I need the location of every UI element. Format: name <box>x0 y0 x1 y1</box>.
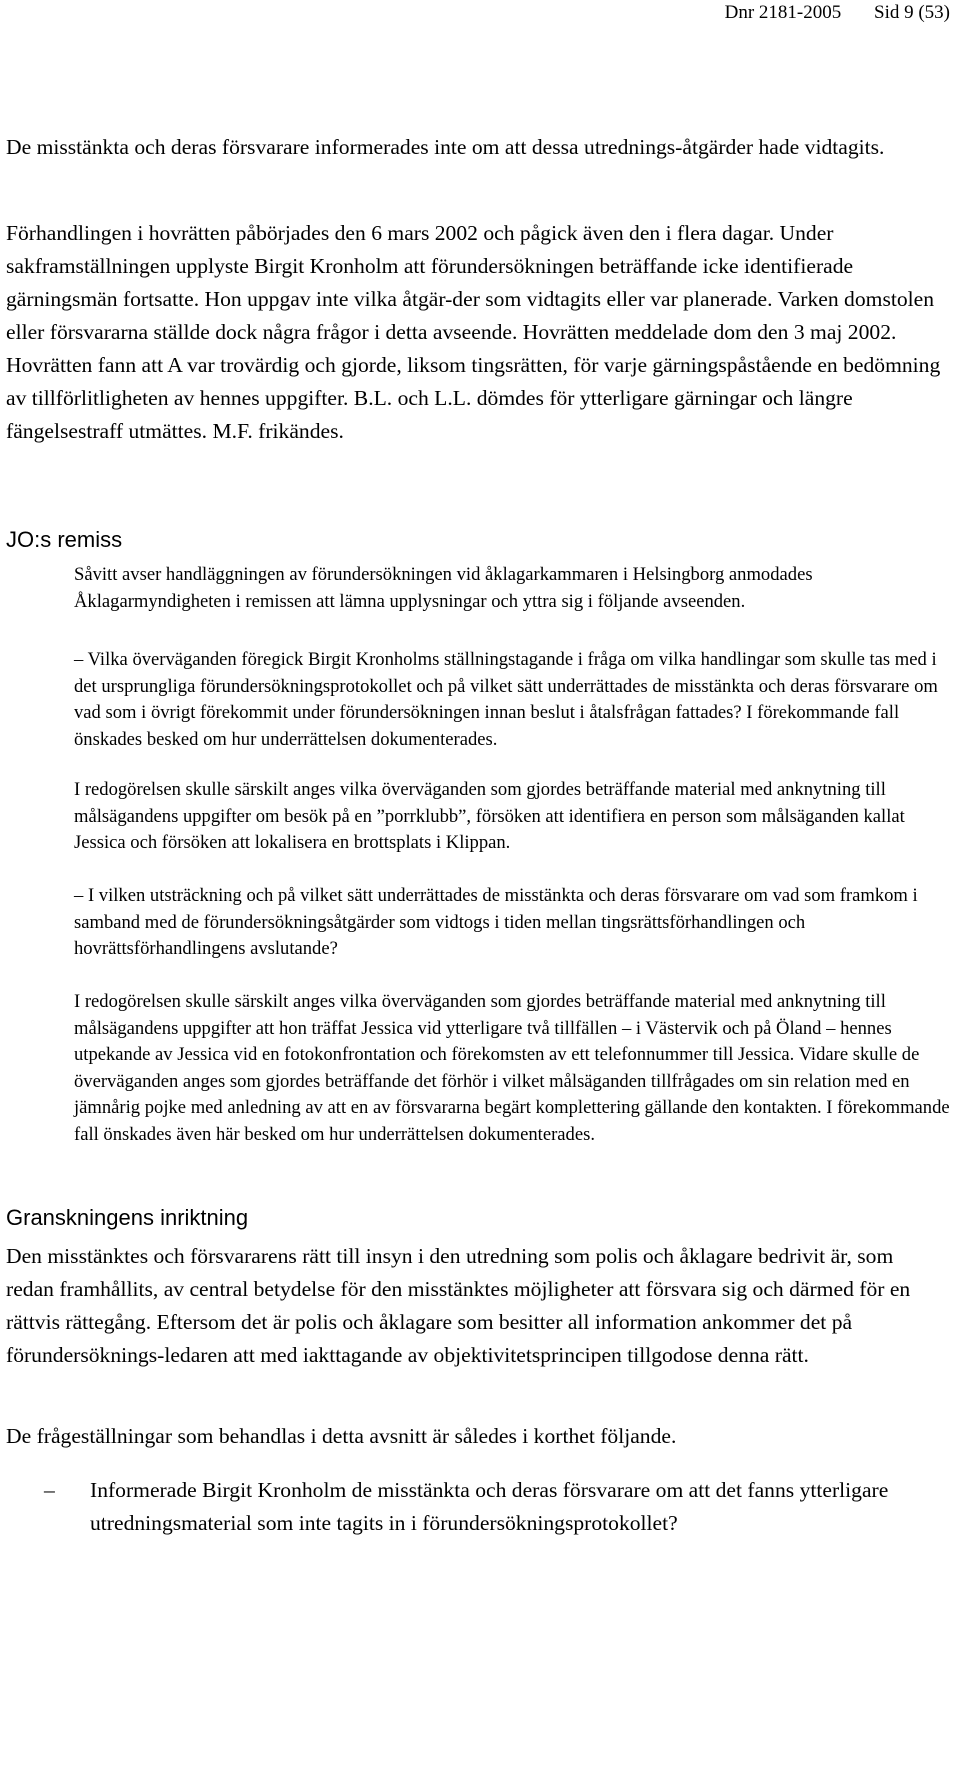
section-heading-granskning: Granskningens inriktning <box>6 1205 249 1230</box>
page-number: Sid 9 (53) <box>874 2 950 23</box>
paragraph-right-to-insight: Den misstänktes och försvararens rätt till insyn i den utredning som polis och åklagare bedrivit är, som redan framhållits, av central betydelse för den misstänktes möjligheter att försvara sig och därmed för en rättvis rättegång. Eftersom det är polis och åklagare som besitter all information ankommer det på förundersöknings-ledaren att med iakttagande av objektivitetsprincipen tillgodose denna rätt. <box>6 1244 911 1367</box>
case-number: Dnr 2181-2005 <box>724 2 842 23</box>
remiss-question-1: – Vilka överväganden föregick Birgit Kronholms ställningstagande i fråga om vilka handlingar som skulle tas med i det ursprungliga förundersökningsprotokollet och på vilket sätt underrättades de misstänkta och deras försvarare om vad som i övrigt förekommit under förundersökningen innan beslut i åtalsfrågan fattades? I förekommande fall önskades besked om hur underrättelsen dokumenterades. <box>74 649 938 750</box>
remiss-details-1: I redogörelsen skulle särskilt anges vilka överväganden som gjordes beträffande material med anknytning till målsägandens uppgifter om besök på en ”porrklubb”, försöken att identifiera en person som målsäganden kallat Jessica och försöken att lokalisera en brottsplats i Klippan. <box>74 779 905 853</box>
remiss-intro: Såvitt avser handläggningen av förundersökningen vid åklagarkammaren i Helsingborg anmodades Åklagarmyndigheten i remissen att lämna upplysningar och yttra sig i följande avseenden. <box>74 564 813 612</box>
paragraph-suspects-not-informed: De misstänkta och deras försvarare informerades inte om att dessa utrednings-åtgärder hade vidtagits. <box>6 135 885 159</box>
remiss-question-2: – I vilken utsträckning och på vilket sätt underrättades de misstänkta och deras försvarare om vad som framkom i samband med de förundersökningsåtgärder som vidtogs i tiden mellan tingsrättsförhandlingen och hovrättsförhandlingens avslutande? <box>74 885 918 959</box>
paragraph-hovratten-proceedings: Förhandlingen i hovrätten påbörjades den 6 mars 2002 och pågick även den i flera dagar. Under sakframställningen upplyste Birgit Kronholm att förundersökningen beträffande icke identifierade gärningsmän fortsatte. Hon uppgav inte vilka åtgär-der som vidtagits eller var planerade. Varken domstolen eller försvararna ställde dock några frågor i detta avseende. Hovrätten meddelade dom den 3 maj 2002. Hovrätten fann att A var trovärdig och gjorde, liksom tingsrätten, för varje gärningspåstående en bedömning av tillförlitligheten av hennes uppgifter. B.L. och L.L. dömdes för ytterligare gärningar och längre fängelsestraff utmättes. M.F. frikändes. <box>6 221 941 443</box>
paragraph-questions-intro: De frågeställningar som behandlas i detta avsnitt är således i korthet följande. <box>6 1424 677 1448</box>
remiss-details-2: I redogörelsen skulle särskilt anges vilka överväganden som gjordes beträffande material med anknytning till målsägandens uppgifter att hon träffat Jessica vid ytterligare två tillfällen – i Västervik och på Öland – hennes utpekande av Jessica vid en fotokonfrontation och förekomsten av ett telefonnummer till Jessica. Vidare skulle de överväganden anges som gjordes beträffande det förhör i vilket målsäganden tillfrågades om sin relation med en jämnårig pojke med anledning av att en av försvararna begärt komplettering gällande den kontakten. I förekommande fall önskades även här besked om hur underrättelsen dokumenterades. <box>74 991 950 1145</box>
page-header <box>725 2 950 24</box>
section-heading-jo-remiss: JO:s remiss <box>6 527 123 552</box>
list-dash: – <box>44 1478 55 1502</box>
list-item-text: Informerade Birgit Kronholm de misstänkta och deras försvarare om att det fanns ytterligare utredningsmaterial som inte tagits in i förundersökningsprotokollet? <box>90 1478 889 1535</box>
